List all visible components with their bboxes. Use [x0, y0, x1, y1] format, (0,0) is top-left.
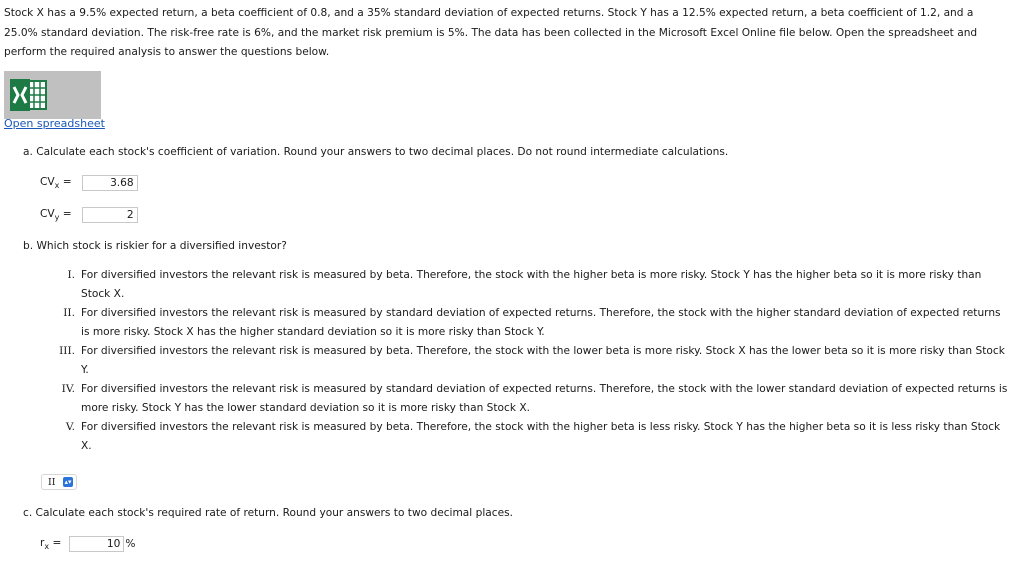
option-iv [48, 380, 1008, 418]
part-b-question: b. Which stock is riskier for a diversified investor? [23, 240, 287, 252]
percent-unit: % [125, 538, 136, 550]
chevron-updown-icon: ▴▾ [64, 478, 72, 486]
option-v [48, 418, 1008, 456]
cvx-row [40, 175, 138, 191]
part-c-question: c. Calculate each stock's required rate of return. Round your answers to two decimal places. [23, 507, 513, 519]
option-ii [48, 304, 1008, 342]
answer-options [48, 266, 1008, 456]
problem-statement: Stock X has a 9.5% expected return, a beta coefficient of 0.8, and a 35% standard deviation of expected returns. Stock Y has a 12.5% expected return, a beta coefficient of 1.2, and a 25.0% standard deviation. The risk-free rate is 6%, and the market risk premium is 5%. The data has been collected in the Microsoft Excel Online file below. Open the spreadsheet and perform the required analysis to answer the questions below. [4, 7, 978, 58]
excel-spreadsheet-tile[interactable] [4, 71, 101, 119]
option-text: For diversified investors the relevant risk is measured by beta. Therefore, the stock with the higher beta is more risky. Stock Y has the higher beta so it is more risky than Stock X. [81, 269, 982, 300]
excel-icon [8, 77, 50, 113]
part-a-question: a. Calculate each stock's coefficient of variation. Round your answers to two decimal places. Do not round intermediate calculations. [23, 146, 729, 158]
cvy-input[interactable] [82, 207, 138, 223]
cvy-row [40, 207, 138, 223]
option-text: For diversified investors the relevant risk is measured by standard deviation of expected returns. Therefore, the stock with the lower standard deviation of expected returns is more risky. Stock Y has the lower standard deviation so it is more risky than Stock X. [81, 383, 1008, 414]
option-numeral: III. [59, 345, 75, 357]
cvy-label: $CV_y$ = [40, 207, 72, 223]
cvx-label: $CV_x$ = [40, 175, 72, 191]
option-numeral: I. [67, 269, 75, 281]
option-text: For diversified investors the relevant risk is measured by beta. Therefore, the stock with the lower beta is more risky. Stock X has the lower beta so it is more risky than Stock Y. [81, 345, 1005, 376]
option-iii [48, 342, 1008, 380]
rx-input[interactable] [69, 536, 124, 552]
open-spreadsheet-link[interactable]: Open spreadsheet [4, 117, 105, 130]
answer-select-value: II [48, 476, 56, 488]
answer-select[interactable] [41, 474, 77, 490]
rx-label: $r_x$ = [40, 536, 62, 552]
option-numeral: V. [65, 421, 75, 433]
option-text: For diversified investors the relevant risk is measured by standard deviation of expected returns. Therefore, the stock with the higher standard deviation of expected returns is more risky. Stock X has the higher standard deviation so it is more risky than Stock Y. [81, 307, 1001, 338]
rx-row [40, 536, 135, 552]
option-numeral: II. [63, 307, 75, 319]
cvx-input[interactable] [82, 175, 138, 191]
option-text: For diversified investors the relevant risk is measured by beta. Therefore, the stock with the higher beta is less risky. Stock Y has the higher beta so it is less risky than Stock X. [81, 421, 1001, 452]
option-i [48, 266, 1008, 304]
option-numeral: IV. [61, 383, 75, 395]
